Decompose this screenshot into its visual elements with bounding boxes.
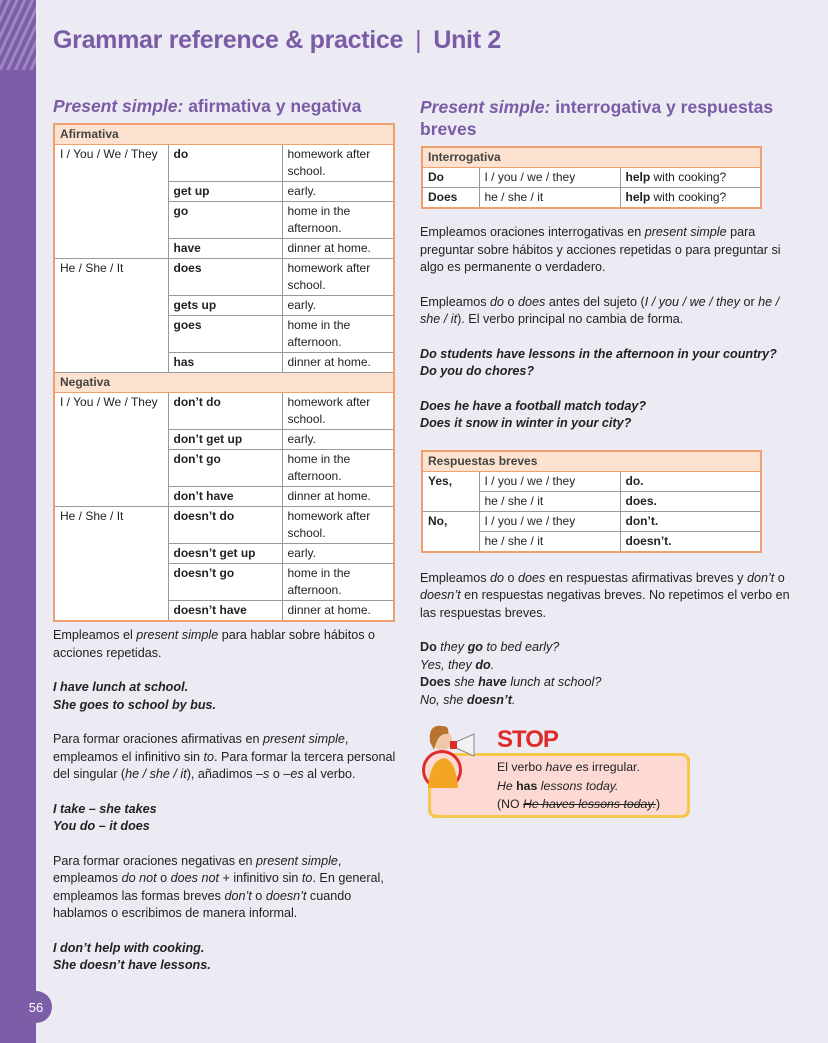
text-run: en respuestas afirmativas breves y xyxy=(545,570,747,585)
text-run: + infinitivo sin xyxy=(218,871,302,885)
text-run: No, she xyxy=(420,692,467,707)
table-row xyxy=(422,188,761,209)
paragraph xyxy=(420,294,800,329)
verb-cell: does xyxy=(168,259,282,296)
text-run: present simple xyxy=(644,225,727,239)
complement-cell: early. xyxy=(282,296,394,316)
text-run: Does it snow in winter in your city? xyxy=(420,416,632,430)
verb: help xyxy=(625,190,651,204)
complement-cell: dinner at home. xyxy=(282,487,394,507)
stop-callout xyxy=(420,720,800,820)
text-run: lessons today. xyxy=(537,778,619,793)
text-run: . xyxy=(511,692,516,707)
complement: with cooking? xyxy=(653,190,727,204)
complement-cell: early. xyxy=(282,544,394,564)
complement-cell: homework after school. xyxy=(282,259,394,296)
paragraph xyxy=(53,853,408,923)
text-run: to xyxy=(203,749,215,764)
text-run: I don’t help with cooking. xyxy=(53,940,205,955)
text-run: Yes, they xyxy=(420,657,476,672)
heading-rest: interrogativa y respuestas breves xyxy=(420,97,774,139)
complement-cell: homework after school. xyxy=(282,393,394,430)
left-heading xyxy=(53,96,361,117)
section-label: Respuestas breves xyxy=(422,451,761,472)
paragraph xyxy=(420,570,800,623)
text-run: He haves lessons today. xyxy=(522,797,657,811)
text-run: doesn’t xyxy=(466,692,512,707)
verb-cell: doesn’t go xyxy=(168,564,282,601)
auxiliary-cell: don’t. xyxy=(620,511,761,531)
text-run: they xyxy=(436,640,468,654)
text-run: o xyxy=(504,294,519,309)
verb-cell: have xyxy=(168,239,282,259)
text-run: o xyxy=(774,570,785,585)
text-run: es irregular. xyxy=(572,760,640,774)
title-text: Grammar reference & practice xyxy=(53,26,404,54)
paragraph xyxy=(53,801,408,836)
text-run: present simple xyxy=(256,853,338,868)
page-title xyxy=(53,26,501,55)
text-run: go xyxy=(467,640,483,654)
verb-cell: doesn’t get up xyxy=(168,544,282,564)
text-run: I / you / we / they xyxy=(644,294,740,309)
paragraph xyxy=(420,398,800,433)
right-column xyxy=(420,224,800,820)
text-run: Do students have lessons in the afternoon in your country? xyxy=(420,346,777,361)
text-run: en respuestas negativas breves. No repetimos el verbo en las respuestas breves. xyxy=(420,588,790,620)
text-run: She doesn’t have lessons. xyxy=(53,958,211,972)
verb-cell: gets up xyxy=(168,296,282,316)
section-header-row xyxy=(422,147,761,168)
text-run: al verbo. xyxy=(303,767,356,781)
stop-line xyxy=(497,795,660,814)
subject-cell: he / she / it xyxy=(479,188,620,209)
complement-cell: home in the afternoon. xyxy=(282,564,394,601)
text-run: antes del sujeto ( xyxy=(545,294,645,309)
text-run: , empleamos el infinitivo sin xyxy=(53,732,349,764)
answer-cell: Yes, xyxy=(422,471,479,511)
text-run: does xyxy=(518,570,546,585)
complement-cell: dinner at home. xyxy=(282,601,394,622)
verb-cell xyxy=(620,188,761,209)
text-run: she xyxy=(450,675,479,689)
table-row xyxy=(54,259,394,296)
section-label: Interrogativa xyxy=(422,147,761,168)
text-run: doesn’t xyxy=(265,888,307,903)
decorative-stripes xyxy=(0,0,36,70)
answer-cell: No, xyxy=(422,511,479,552)
verb-cell: get up xyxy=(168,182,282,202)
verb-cell: go xyxy=(168,202,282,239)
paragraph xyxy=(53,731,408,784)
left-explanations xyxy=(53,627,408,992)
text-run: Do you do chores? xyxy=(420,364,535,378)
heading-rest: afirmativa y negativa xyxy=(183,96,362,116)
stop-text xyxy=(497,758,660,814)
text-run: ). El verbo principal no cambia de forma. xyxy=(457,312,684,326)
text-run: I take – she takes xyxy=(53,801,157,816)
subject-cell: he / she / it xyxy=(479,531,620,552)
text-run: have xyxy=(478,675,507,689)
complement-cell: early. xyxy=(282,430,394,450)
text-run: o xyxy=(251,888,266,903)
table-row xyxy=(422,471,761,491)
verb-cell: doesn’t do xyxy=(168,507,282,544)
subject-cell: He / She / It xyxy=(54,507,168,622)
complement-cell: homework after school. xyxy=(282,145,394,182)
text-run: do xyxy=(490,570,505,585)
complement-cell: home in the afternoon. xyxy=(282,450,394,487)
text-run: –es xyxy=(283,767,304,781)
text-run: para preguntar sobre hábitos y acciones repetidas o para preguntar si algo es permanente o verdadero. xyxy=(420,225,781,274)
text-run: You do – it does xyxy=(53,819,150,833)
text-run: he / she / it xyxy=(125,767,187,781)
text-run: . xyxy=(490,657,495,672)
text-run: or xyxy=(739,294,759,309)
subject-cell: I / you / we / they xyxy=(479,168,620,188)
table-row xyxy=(54,145,394,182)
complement-cell: dinner at home. xyxy=(282,239,394,259)
text-run: don’t xyxy=(746,570,775,585)
section-header-row xyxy=(422,451,761,472)
paragraph xyxy=(420,224,800,277)
subject-cell: I / You / We / They xyxy=(54,393,168,507)
complement-cell: early. xyxy=(282,182,394,202)
text-run: present simple xyxy=(136,628,219,642)
heading-italic: Present simple: xyxy=(53,96,184,116)
text-run: does xyxy=(518,294,546,309)
right-explanations xyxy=(420,224,800,433)
complement-cell: home in the afternoon. xyxy=(282,202,394,239)
verb-cell: don’t have xyxy=(168,487,282,507)
auxiliary-cell: Do xyxy=(422,168,479,188)
text-run: Empleamos oraciones interrogativas en xyxy=(420,225,645,239)
paragraph xyxy=(53,627,408,662)
verb-cell: do xyxy=(168,145,282,182)
text-run: doesn’t xyxy=(420,588,461,602)
page-number: 56 xyxy=(20,991,52,1023)
verb-cell: don’t go xyxy=(168,450,282,487)
heading-italic: Present simple: xyxy=(420,97,551,117)
title-separator: | xyxy=(415,26,422,54)
affirmative-negative-table xyxy=(53,123,395,622)
verb-cell: goes xyxy=(168,316,282,353)
paragraph xyxy=(420,346,800,381)
unit-label: Unit 2 xyxy=(433,26,501,54)
auxiliary-cell: do. xyxy=(620,471,761,491)
subject-cell: He / She / It xyxy=(54,259,168,373)
stop-label: STOP xyxy=(497,726,558,753)
text-run: Empleamos el xyxy=(53,628,137,642)
paragraph xyxy=(53,940,408,975)
text-run: Do xyxy=(420,640,437,654)
verb-cell: don’t get up xyxy=(168,430,282,450)
table-row xyxy=(54,507,394,544)
girl-megaphone-illustration xyxy=(420,720,478,788)
text-run: o xyxy=(156,871,171,885)
text-run: to bed early? xyxy=(483,640,560,654)
complement-cell: homework after school. xyxy=(282,507,394,544)
auxiliary-cell: does. xyxy=(620,491,761,511)
verb-cell: doesn’t have xyxy=(168,601,282,622)
text-run: lunch at school? xyxy=(506,675,602,689)
subject-cell: I / you / we / they xyxy=(479,471,620,491)
text-run: Para formar oraciones negativas en xyxy=(53,853,257,868)
side-strip xyxy=(0,0,36,1043)
text-run: o xyxy=(269,767,284,781)
text-run: to xyxy=(301,871,313,885)
paragraph xyxy=(53,679,408,714)
text-run: He xyxy=(497,778,517,793)
auxiliary-cell: doesn’t. xyxy=(620,531,761,552)
text-run: ), añadimos xyxy=(186,767,257,781)
text-run: o xyxy=(504,570,519,585)
text-run: , empleamos xyxy=(53,853,342,885)
complement-cell: home in the afternoon. xyxy=(282,316,394,353)
complement: with cooking? xyxy=(653,170,727,184)
text-run: Empleamos xyxy=(420,294,490,309)
subject-cell: he / she / it xyxy=(479,491,620,511)
text-run: he / she / it xyxy=(420,294,780,326)
text-run: has xyxy=(516,778,538,793)
text-run: Does xyxy=(420,675,451,689)
text-run: have xyxy=(545,760,573,774)
verb-cell: has xyxy=(168,353,282,373)
verb: help xyxy=(625,170,651,184)
interrogative-table xyxy=(421,146,762,209)
text-run: Para formar oraciones afirmativas en xyxy=(53,732,263,746)
section-header-row xyxy=(54,124,394,145)
complement-cell: dinner at home. xyxy=(282,353,394,373)
auxiliary-cell: Does xyxy=(422,188,479,209)
text-run: El verbo xyxy=(497,760,546,774)
text-run: (NO xyxy=(497,797,523,811)
section-label: Afirmativa xyxy=(54,124,394,145)
right-heading xyxy=(420,96,800,140)
text-run: para hablar sobre hábitos o acciones repetidas. xyxy=(53,628,376,660)
text-run: do xyxy=(475,657,491,672)
text-run: ) xyxy=(656,797,661,811)
subject-cell: I / you / we / they xyxy=(479,511,620,531)
text-run: do xyxy=(490,294,505,309)
subject-cell: I / You / We / They xyxy=(54,145,168,259)
section-header-row xyxy=(54,373,394,393)
section-label: Negativa xyxy=(54,373,394,393)
text-run: . Para formar la tercera personal del singular ( xyxy=(53,749,396,781)
text-run: She goes to school by bus. xyxy=(53,697,217,712)
text-run: I have lunch at school. xyxy=(53,680,189,694)
text-run: present simple xyxy=(262,732,345,746)
short-answer-explanations xyxy=(420,570,800,710)
text-run: –s xyxy=(256,767,270,781)
verb-cell: don’t do xyxy=(168,393,282,430)
stop-line xyxy=(497,777,660,796)
verb-cell xyxy=(620,168,761,188)
text-run: does not xyxy=(170,871,219,885)
text-run: Empleamos xyxy=(420,570,490,585)
table-row xyxy=(54,393,394,430)
short-answers-table xyxy=(421,450,762,553)
table-row xyxy=(422,511,761,531)
text-run: cuando hablamos o escribimos de manera informal. xyxy=(53,888,352,920)
table-row xyxy=(422,168,761,188)
stop-line xyxy=(497,758,660,777)
paragraph xyxy=(420,639,800,709)
text-run: do not xyxy=(121,871,157,885)
text-run: Does he have a football match today? xyxy=(420,398,647,413)
text-run: don’t xyxy=(224,888,252,903)
text-run: . En general, empleamos las formas breves xyxy=(53,871,384,903)
